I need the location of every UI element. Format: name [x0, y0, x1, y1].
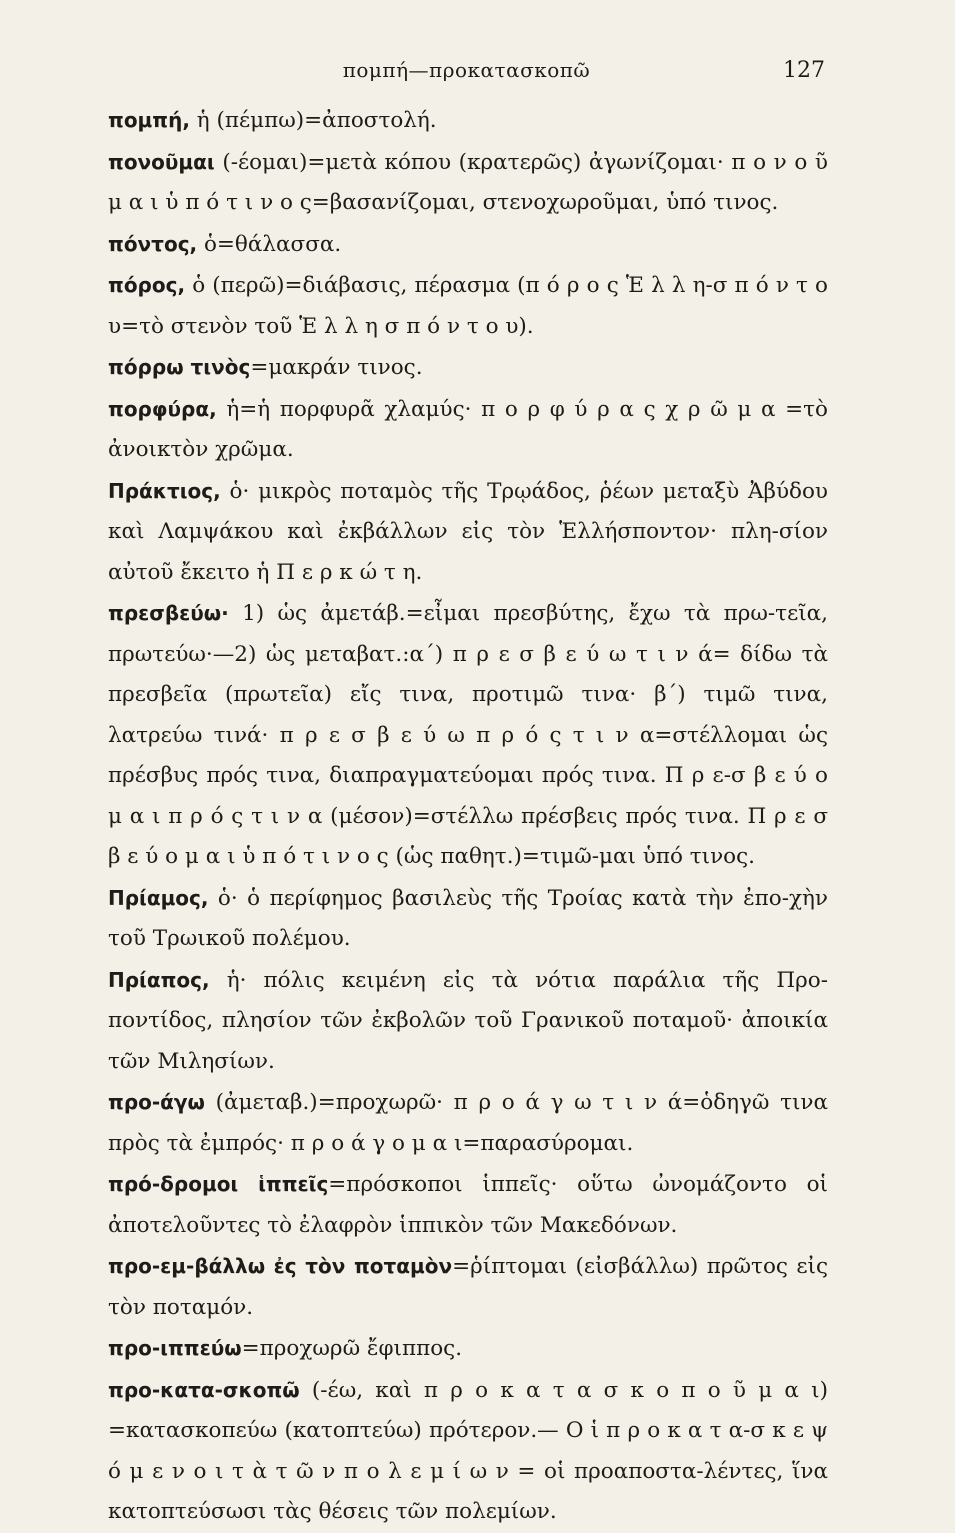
entry	[108, 389, 828, 471]
entry	[108, 1328, 828, 1370]
entry	[108, 878, 828, 960]
entry	[108, 265, 828, 347]
entry-headword: Πράκτιος,	[108, 478, 221, 503]
page-number: 127	[783, 58, 825, 83]
entry-headword: πορφύρα,	[108, 396, 217, 421]
entry-headword: προ-ιππεύω	[108, 1336, 242, 1360]
entry	[108, 1246, 828, 1328]
entry-definition: (-έομαι)=μετὰ κόπου (κρατερῶς) ἀγωνίζομαι· π ο ν ο ῦ μ α ι ὑ π ό τ ι ν ο ς=βασανίζομαι, στενοχωροῦμαι, ὑπό τινος.	[108, 149, 828, 215]
entry	[108, 347, 828, 389]
entry-definition: (ἀμεταβ.)=προχωρῶ· π ρ ο ά γ ω τ ι ν ά=ὁδηγῶ τινα πρὸς τὰ ἐμπρός· π ρ ο ά γ ο μ α ι=παρασύρομαι.	[108, 1090, 828, 1156]
entry	[108, 1082, 828, 1164]
entry-definition: ἡ=ἡ πορφυρᾶ χλαμύς· π ο ρ φ ύ ρ α ς χ ρ ῶ μ α =τὸ ἀνοικτὸν χρῶμα.	[108, 396, 828, 462]
entry-definition: ἡ· πόλις κειμένη εἰς τὰ νότια παράλια τῆς Προ-ποντίδος, πλησίον τῶν ἐκβολῶν τοῦ Γρανικοῦ ποταμοῦ· ἀποικία τῶν Μιλησίων.	[108, 967, 828, 1074]
entry-headword: Πρίαμος,	[108, 885, 209, 910]
entry-headword: πρό-δρομοι ἱππεῖς	[108, 1172, 329, 1196]
entry-definition: ὁ· ὁ περίφημος βασιλεὺς τῆς Τροίας κατὰ τὴν ἐπο-χὴν τοῦ Τρωικοῦ πολέμου.	[108, 885, 828, 951]
running-title: πομπή—προκατασκοπῶ	[342, 58, 591, 82]
entry-definition: =μακράν τινος.	[250, 355, 423, 380]
entry-headword: πρεσβεύω·	[108, 601, 229, 625]
entry-headword: πόρρω τινὸς	[108, 355, 251, 379]
entry-headword: πονοῦμαι	[108, 149, 215, 174]
entry	[108, 224, 828, 266]
entry-headword: προ-κατα-σκοπῶ	[108, 1377, 300, 1402]
entry-headword: πομπή,	[108, 108, 190, 132]
entry	[108, 1370, 828, 1533]
entry-headword: προ-εμ-βάλλω ἐς τὸν ποταμὸν	[108, 1254, 453, 1278]
entry-definition: ὁ (περῶ)=διάβασις, πέρασμα (π ό ρ ο ς Ἑ λ λ η-σ π ό ν τ ο υ=τὸ στενὸν τοῦ Ἑ λ λ η σ π ό ν τ ο υ).	[108, 273, 828, 339]
entry-definition: =πρόσκοποι ἱππεῖς· οὕτω ὠνομάζοντο οἱ ἀποτελοῦντες τὸ ἐλαφρὸν ἱππικὸν τῶν Μακεδόνων.	[108, 1172, 828, 1238]
entry	[108, 471, 828, 594]
entry-definition: (-έω, καὶ π ρ ο κ α τ α σ κ ο π ο ῦ μ α ι) =κατασκοπεύω (κατοπτεύω) πρότερον.— Ο ἱ π ρ ο κ α τ α-σ κ ε ψ ό μ ε ν ο ι τ ὰ τ ῶ ν π ο λ ε μ ί ω ν = οἱ προαποστα-λέντες, ἵνα κατοπτεύσωσι τὰς θέσεις τῶν πολεμίων.	[108, 1377, 828, 1524]
page-header	[108, 58, 825, 88]
entry-definition: ὁ· μικρὸς ποταμὸς τῆς Τρῳάδος, ῥέων μεταξὺ Ἀβύδου καὶ Λαμψάκου καὶ ἐκβάλλων εἰς τὸν Ἑλλήσποντον· πλη-σίον αὐτοῦ ἔκειτο ἡ Π ε ρ κ ώ τ η.	[108, 478, 828, 585]
entry-definition: ὁ=θάλασσα.	[197, 231, 342, 257]
entry-headword: πόντος,	[108, 231, 198, 256]
entry-headword: πόρος,	[108, 273, 186, 297]
entry-definition: ἡ (πέμπω)=ἀποστολή.	[189, 108, 437, 133]
entry-definition: =προχωρῶ ἔφιππος.	[241, 1336, 463, 1361]
entry-headword: προ-άγω	[108, 1090, 205, 1114]
entry	[108, 142, 828, 224]
entry	[108, 593, 828, 878]
entry	[108, 1164, 828, 1246]
entry-definition: 1) ὡς ἀμετάβ.=εἶμαι πρεσβύτης, ἔχω τὰ πρω-τεῖα, πρωτεύω·—2) ὡς μεταβατ.:α΄) π ρ ε σ β ε ύ ω τ ι ν ά= δίδω τὰ πρεσβεῖα (πρωτεῖα) εἴς τινα, προτιμῶ τινα· β΄) τιμῶ τινα, λατρεύω τινά· π ρ ε σ β ε ύ ω π ρ ό ς τ ι ν α=στέλλομαι ὡς πρέσβυς πρός τινα, διαπραγματεύομαι πρός τινα. Π ρ ε-σ β ε ύ ο μ α ι π ρ ό ς τ ι ν α (μέσον)=στέλλω πρέσβεις πρός τινα. Π ρ ε σ β ε ύ ο μ α ι ὑ π ό τ ι ν ο ς (ὡς παθητ.)=τιμῶ-μαι ὑπό τινος.	[108, 601, 828, 869]
entry	[108, 960, 828, 1083]
entry-headword: Πρίαπος,	[108, 967, 210, 992]
entry-list	[108, 100, 828, 1533]
entry-definition: =ῥίπτομαι (εἰσβάλλω) πρῶτος εἰς τὸν ποταμόν.	[108, 1254, 828, 1320]
entry	[108, 100, 828, 142]
